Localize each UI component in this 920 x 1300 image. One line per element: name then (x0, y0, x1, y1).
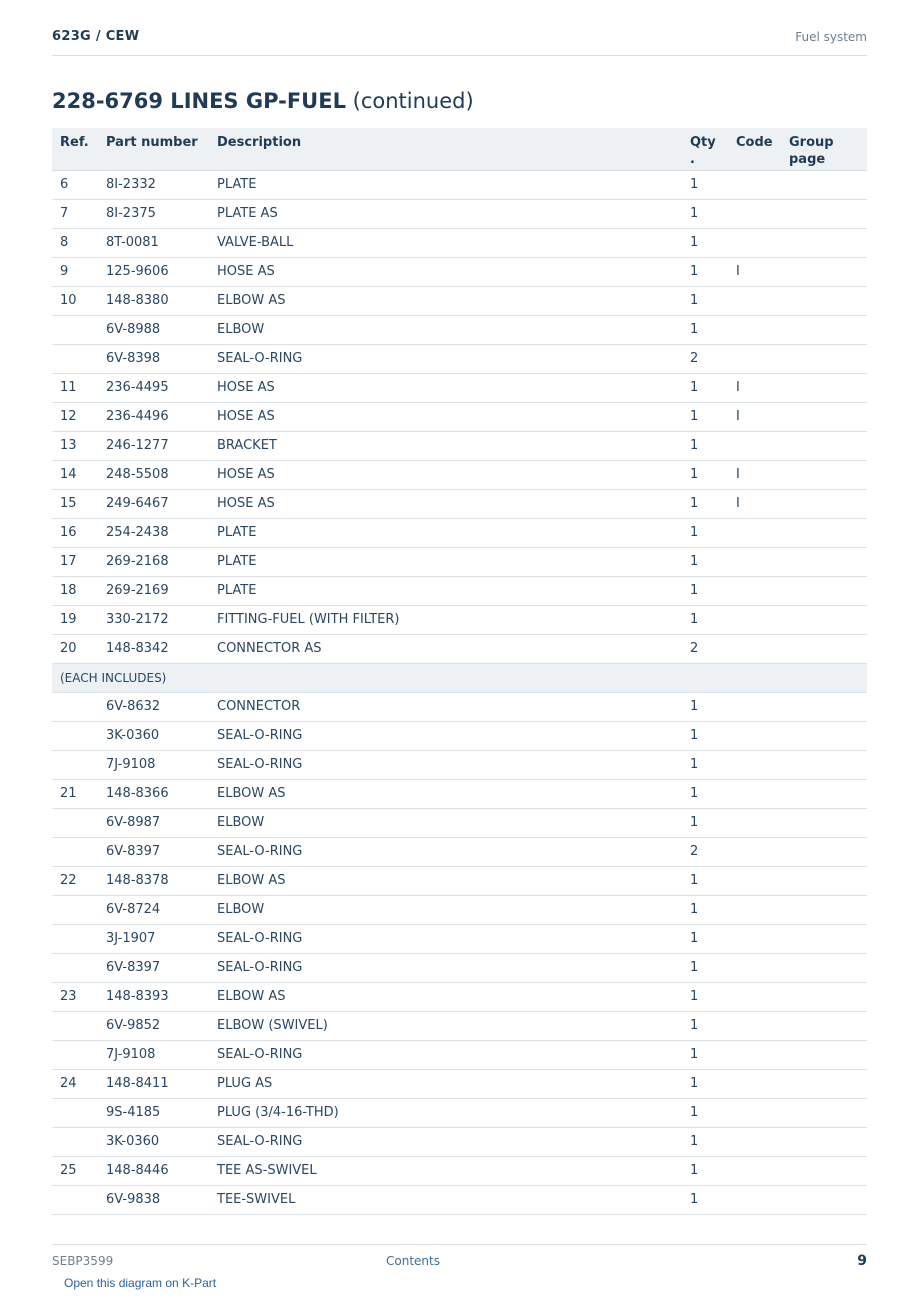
qty-cell: 1 (682, 518, 728, 547)
parts-table-body (52, 170, 867, 1214)
qty-cell: 1 (682, 170, 728, 199)
part-number-cell: 148-8378 (98, 866, 209, 895)
ref-cell: 15 (52, 489, 98, 518)
ref-cell: 20 (52, 634, 98, 663)
qty-cell: 1 (682, 1156, 728, 1185)
code-cell (728, 1069, 781, 1098)
code-cell (728, 924, 781, 953)
code-cell (728, 953, 781, 982)
description-cell: PLUG (3/4-16-THD) (209, 1098, 682, 1127)
description-cell: TEE AS-SWIVEL (209, 1156, 682, 1185)
description-cell: PLATE (209, 170, 682, 199)
description-cell: VALVE-BALL (209, 228, 682, 257)
group-page-cell (781, 750, 867, 779)
ref-cell: 8 (52, 228, 98, 257)
group-page-cell (781, 605, 867, 634)
group-page-cell (781, 953, 867, 982)
ref-cell (52, 721, 98, 750)
group-page-cell (781, 286, 867, 315)
qty-cell: 1 (682, 402, 728, 431)
qty-cell: 1 (682, 460, 728, 489)
column-header-group-page: Group page (781, 128, 867, 170)
ref-cell: 9 (52, 257, 98, 286)
qty-cell: 1 (682, 779, 728, 808)
description-cell: CONNECTOR (209, 692, 682, 721)
code-cell (728, 315, 781, 344)
description-cell: ELBOW AS (209, 286, 682, 315)
table-row (52, 924, 867, 953)
part-number-cell: 246-1277 (98, 431, 209, 460)
group-page-cell (781, 547, 867, 576)
part-number-cell: 6V-8987 (98, 808, 209, 837)
qty-cell: 1 (682, 228, 728, 257)
description-cell: ELBOW AS (209, 779, 682, 808)
part-number-cell: 148-8411 (98, 1069, 209, 1098)
code-cell (728, 779, 781, 808)
column-header-code: Code (728, 128, 781, 170)
part-number-cell: 6V-9838 (98, 1185, 209, 1214)
part-number-cell: 248-5508 (98, 460, 209, 489)
table-row (52, 402, 867, 431)
part-number-cell: 269-2169 (98, 576, 209, 605)
group-page-cell (781, 315, 867, 344)
group-page-cell (781, 373, 867, 402)
group-page-cell (781, 1011, 867, 1040)
table-row (52, 518, 867, 547)
ref-cell (52, 924, 98, 953)
code-cell (728, 199, 781, 228)
qty-cell: 1 (682, 982, 728, 1011)
table-row (52, 953, 867, 982)
ref-cell (52, 1040, 98, 1069)
description-cell: SEAL-O-RING (209, 924, 682, 953)
table-row (52, 547, 867, 576)
qty-cell: 1 (682, 315, 728, 344)
ref-cell (52, 837, 98, 866)
group-page-cell (781, 721, 867, 750)
ref-cell (52, 808, 98, 837)
group-page-cell (781, 866, 867, 895)
table-row (52, 576, 867, 605)
table-row (52, 837, 867, 866)
table-row (52, 373, 867, 402)
ref-cell: 24 (52, 1069, 98, 1098)
group-page-cell (781, 634, 867, 663)
group-page-cell (781, 460, 867, 489)
ref-cell: 22 (52, 866, 98, 895)
page-footer (52, 1244, 867, 1275)
part-number-cell: 6V-8988 (98, 315, 209, 344)
table-row (52, 170, 867, 199)
group-page-cell (781, 1156, 867, 1185)
description-cell: ELBOW (209, 895, 682, 924)
qty-cell: 1 (682, 1040, 728, 1069)
description-cell: ELBOW (209, 315, 682, 344)
column-header-part-number: Part number (98, 128, 209, 170)
code-cell: I (728, 257, 781, 286)
description-cell: PLATE (209, 576, 682, 605)
part-number-cell: 6V-8632 (98, 692, 209, 721)
ref-cell: 12 (52, 402, 98, 431)
code-cell (728, 1156, 781, 1185)
description-cell: HOSE AS (209, 257, 682, 286)
column-header-qty: Qty . (682, 128, 728, 170)
ref-cell: 17 (52, 547, 98, 576)
ref-cell (52, 1098, 98, 1127)
group-page-cell (781, 344, 867, 373)
contents-link[interactable]: Contents (386, 1254, 440, 1268)
group-page-cell (781, 1127, 867, 1156)
table-row (52, 895, 867, 924)
ref-cell: 25 (52, 1156, 98, 1185)
table-row (52, 286, 867, 315)
part-number-cell: 3J-1907 (98, 924, 209, 953)
model-label: 623G / CEW (52, 29, 140, 44)
part-number-cell: 269-2168 (98, 547, 209, 576)
qty-cell: 1 (682, 692, 728, 721)
qty-cell: 1 (682, 721, 728, 750)
description-cell: PLATE (209, 518, 682, 547)
code-cell: I (728, 402, 781, 431)
description-cell: HOSE AS (209, 489, 682, 518)
part-number-cell: 330-2172 (98, 605, 209, 634)
code-cell (728, 721, 781, 750)
description-cell: SEAL-O-RING (209, 344, 682, 373)
part-number-cell: 7J-9108 (98, 1040, 209, 1069)
table-row (52, 1185, 867, 1214)
part-number-cell: 148-8393 (98, 982, 209, 1011)
description-cell: ELBOW AS (209, 866, 682, 895)
table-row (52, 431, 867, 460)
ref-cell (52, 953, 98, 982)
table-row (52, 808, 867, 837)
table-row (52, 750, 867, 779)
part-number-cell: 8I-2332 (98, 170, 209, 199)
qty-cell: 1 (682, 547, 728, 576)
qty-cell: 1 (682, 576, 728, 605)
group-page-cell (781, 518, 867, 547)
description-cell: SEAL-O-RING (209, 837, 682, 866)
ref-cell (52, 1011, 98, 1040)
page-number: 9 (857, 1253, 867, 1269)
ref-cell (52, 1127, 98, 1156)
group-page-cell (781, 837, 867, 866)
code-cell: I (728, 489, 781, 518)
code-cell (728, 605, 781, 634)
ref-cell (52, 1185, 98, 1214)
table-row (52, 1040, 867, 1069)
part-number-cell: 3K-0360 (98, 721, 209, 750)
code-cell (728, 895, 781, 924)
description-cell: ELBOW (209, 808, 682, 837)
code-cell (728, 518, 781, 547)
description-cell: PLATE (209, 547, 682, 576)
part-number-cell: 236-4495 (98, 373, 209, 402)
table-row (52, 228, 867, 257)
ref-cell: 7 (52, 199, 98, 228)
part-number-cell: 125-9606 (98, 257, 209, 286)
code-cell (728, 634, 781, 663)
description-cell: ELBOW (SWIVEL) (209, 1011, 682, 1040)
table-row (52, 199, 867, 228)
ref-cell: 13 (52, 431, 98, 460)
ref-cell: 6 (52, 170, 98, 199)
qty-cell: 1 (682, 1069, 728, 1098)
group-page-cell (781, 692, 867, 721)
code-cell (728, 1011, 781, 1040)
qty-cell: 1 (682, 1127, 728, 1156)
description-cell: SEAL-O-RING (209, 1127, 682, 1156)
qty-cell: 1 (682, 1011, 728, 1040)
column-header-description: Description (209, 128, 682, 170)
description-cell: HOSE AS (209, 460, 682, 489)
part-number-cell: 7J-9108 (98, 750, 209, 779)
ref-cell: 23 (52, 982, 98, 1011)
table-row (52, 1069, 867, 1098)
part-number-cell: 8T-0081 (98, 228, 209, 257)
table-row (52, 779, 867, 808)
code-cell: I (728, 460, 781, 489)
description-cell: SEAL-O-RING (209, 721, 682, 750)
ref-cell: 10 (52, 286, 98, 315)
table-row (52, 634, 867, 663)
group-page-cell (781, 170, 867, 199)
code-cell (728, 1098, 781, 1127)
description-cell: SEAL-O-RING (209, 1040, 682, 1069)
code-cell (728, 982, 781, 1011)
qty-cell: 2 (682, 344, 728, 373)
group-page-cell (781, 1069, 867, 1098)
group-page-cell (781, 1098, 867, 1127)
qty-cell: 1 (682, 953, 728, 982)
qty-cell: 1 (682, 895, 728, 924)
group-page-cell (781, 1040, 867, 1069)
part-number-cell: 8I-2375 (98, 199, 209, 228)
code-cell (728, 547, 781, 576)
description-cell: PLATE AS (209, 199, 682, 228)
part-number-cell: 254-2438 (98, 518, 209, 547)
group-page-cell (781, 431, 867, 460)
table-row (52, 692, 867, 721)
code-cell (728, 866, 781, 895)
qty-cell: 1 (682, 431, 728, 460)
table-row (52, 315, 867, 344)
qty-cell: 1 (682, 605, 728, 634)
table-row (52, 605, 867, 634)
table-row (52, 460, 867, 489)
description-cell: FITTING-FUEL (WITH FILTER) (209, 605, 682, 634)
code-cell (728, 576, 781, 605)
ref-cell (52, 315, 98, 344)
ref-cell (52, 895, 98, 924)
table-header-row (52, 128, 867, 170)
page-title (52, 89, 474, 113)
part-number-cell: 236-4496 (98, 402, 209, 431)
qty-cell: 1 (682, 489, 728, 518)
group-page-cell (781, 402, 867, 431)
description-cell: CONNECTOR AS (209, 634, 682, 663)
description-cell: ELBOW AS (209, 982, 682, 1011)
open-diagram-link[interactable]: Open this diagram on K-Part (64, 1276, 217, 1290)
description-cell: HOSE AS (209, 402, 682, 431)
part-number-cell: 6V-9852 (98, 1011, 209, 1040)
code-cell (728, 431, 781, 460)
description-cell: TEE-SWIVEL (209, 1185, 682, 1214)
qty-cell: 2 (682, 634, 728, 663)
group-page-cell (781, 257, 867, 286)
part-number-cell: 148-8342 (98, 634, 209, 663)
group-page-cell (781, 924, 867, 953)
group-page-cell (781, 982, 867, 1011)
code-cell (728, 286, 781, 315)
group-page-cell (781, 779, 867, 808)
includes-note-row (52, 663, 867, 692)
description-cell: SEAL-O-RING (209, 953, 682, 982)
group-page-cell (781, 489, 867, 518)
description-cell: SEAL-O-RING (209, 750, 682, 779)
table-row (52, 1156, 867, 1185)
table-row (52, 1127, 867, 1156)
part-number-cell: 148-8446 (98, 1156, 209, 1185)
parts-table (52, 128, 867, 1215)
code-cell (728, 344, 781, 373)
qty-cell: 1 (682, 866, 728, 895)
part-number-cell: 249-6467 (98, 489, 209, 518)
qty-cell: 1 (682, 257, 728, 286)
qty-cell: 1 (682, 1185, 728, 1214)
column-header-ref: Ref. (52, 128, 98, 170)
qty-cell: 1 (682, 199, 728, 228)
qty-cell: 1 (682, 750, 728, 779)
ref-cell: 21 (52, 779, 98, 808)
title-main: 228-6769 LINES GP-FUEL (52, 89, 346, 113)
table-row (52, 344, 867, 373)
ref-cell: 11 (52, 373, 98, 402)
code-cell (728, 750, 781, 779)
code-cell (728, 1040, 781, 1069)
ref-cell (52, 750, 98, 779)
code-cell (728, 1185, 781, 1214)
group-page-cell (781, 895, 867, 924)
description-cell: BRACKET (209, 431, 682, 460)
code-cell (728, 692, 781, 721)
group-page-cell (781, 1185, 867, 1214)
ref-cell (52, 692, 98, 721)
qty-cell: 1 (682, 286, 728, 315)
part-number-cell: 6V-8397 (98, 837, 209, 866)
description-cell: PLUG AS (209, 1069, 682, 1098)
group-page-cell (781, 228, 867, 257)
table-row (52, 982, 867, 1011)
code-cell (728, 228, 781, 257)
table-row (52, 489, 867, 518)
code-cell: I (728, 373, 781, 402)
page-header (52, 29, 867, 56)
qty-cell: 1 (682, 924, 728, 953)
table-row (52, 257, 867, 286)
part-number-cell: 148-8366 (98, 779, 209, 808)
ref-cell: 19 (52, 605, 98, 634)
ref-cell: 16 (52, 518, 98, 547)
document-number: SEBP3599 (52, 1254, 114, 1268)
qty-cell: 1 (682, 808, 728, 837)
group-page-cell (781, 808, 867, 837)
code-cell (728, 170, 781, 199)
ref-cell: 18 (52, 576, 98, 605)
description-cell: HOSE AS (209, 373, 682, 402)
table-row (52, 1011, 867, 1040)
title-suffix: (continued) (345, 89, 474, 113)
code-cell (728, 808, 781, 837)
part-number-cell: 6V-8398 (98, 344, 209, 373)
qty-cell: 1 (682, 1098, 728, 1127)
group-page-cell (781, 199, 867, 228)
section-label: Fuel system (795, 30, 867, 44)
part-number-cell: 3K-0360 (98, 1127, 209, 1156)
qty-cell: 1 (682, 373, 728, 402)
ref-cell (52, 344, 98, 373)
part-number-cell: 148-8380 (98, 286, 209, 315)
ref-cell: 14 (52, 460, 98, 489)
part-number-cell: 6V-8724 (98, 895, 209, 924)
qty-cell: 2 (682, 837, 728, 866)
part-number-cell: 6V-8397 (98, 953, 209, 982)
table-row (52, 1098, 867, 1127)
part-number-cell: 9S-4185 (98, 1098, 209, 1127)
includes-note: (EACH INCLUDES) (52, 663, 867, 692)
table-row (52, 866, 867, 895)
code-cell (728, 1127, 781, 1156)
group-page-cell (781, 576, 867, 605)
code-cell (728, 837, 781, 866)
table-row (52, 721, 867, 750)
